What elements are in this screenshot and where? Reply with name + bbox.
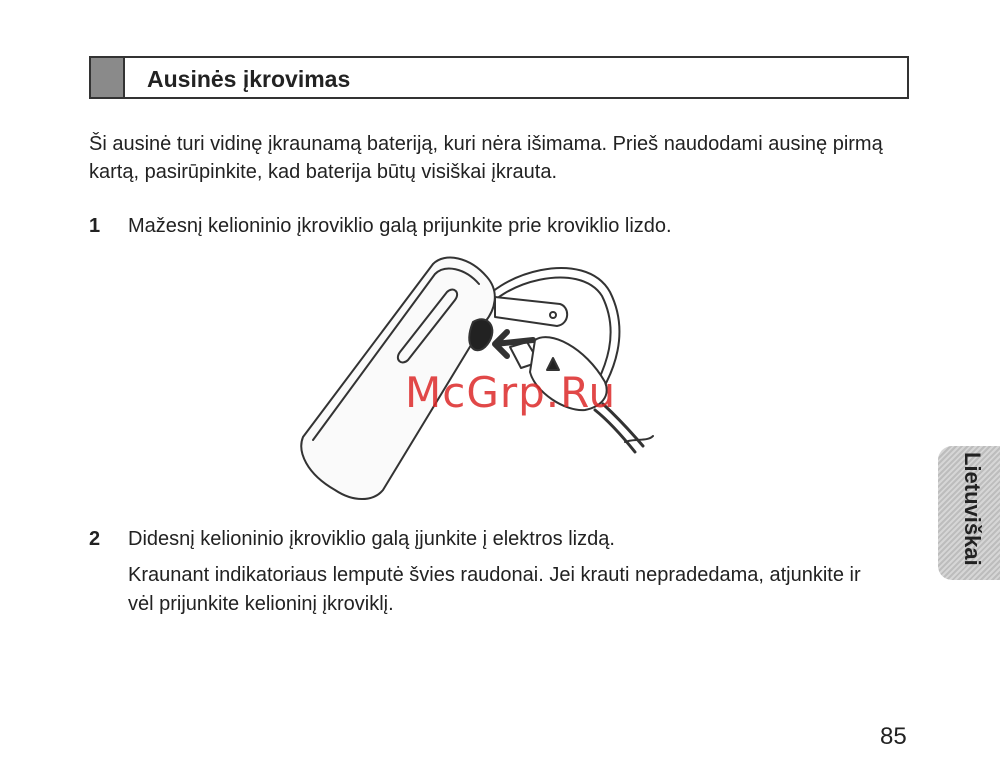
section-header (89, 56, 909, 99)
port-flap (495, 297, 567, 326)
step-text: Mažesnį kelioninio įkroviklio galą prijunkite prie kroviklio lizdo. (128, 215, 672, 237)
step-number: 1 (89, 215, 101, 237)
step-2-note: Kraunant indikatoriaus lemputė švies raudonai. Jei krauti nepradedama, atjunkite ir vėl prijunkite kelioninį įkroviklį. (128, 564, 861, 615)
step-text: Didesnį kelioninio įkroviklio galą įjunkite į elektros lizdą. (128, 528, 615, 550)
header-accent-block (91, 58, 125, 97)
page-number: 85 (880, 723, 907, 750)
intro-paragraph: Ši ausinė turi vidinę įkraunamą bateriją, kuri nėra išimama. Prieš naudodami ausinę pirmą kartą, pasirūpinkite, kad baterija būtų visiškai įkrauta. (89, 133, 883, 183)
charging-port (469, 319, 492, 350)
language-tab-label: Lietuviškai (960, 452, 985, 566)
watermark-text: McGrp.Ru (405, 368, 617, 417)
step-number: 2 (89, 528, 101, 550)
section-title: Ausinės įkrovimas (147, 66, 351, 92)
